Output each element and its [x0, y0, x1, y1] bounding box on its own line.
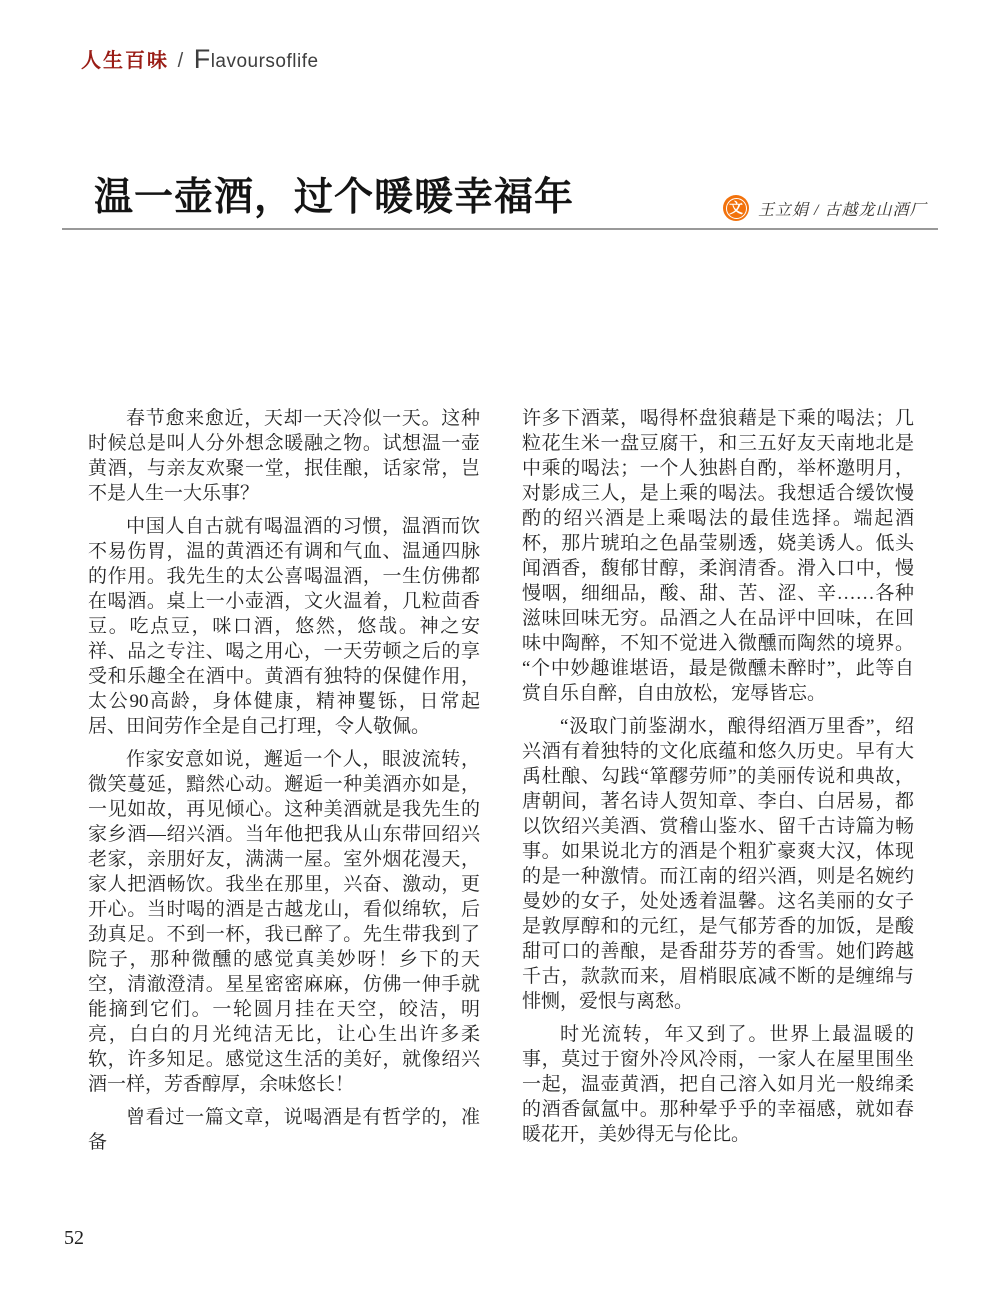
article-title: 温一壶酒，过个暖暖幸福年 [94, 176, 575, 219]
article-body [88, 406, 914, 1163]
paragraph: 时光流转，年又到了。世界上最温暖的事，莫过于窗外冷风冷雨，一家人在屋里围坐一起，温壶黄酒，把自己溶入如月光一般绵柔的酒香氤氲中。那种晕乎乎的幸福感，就如春暖花开，美妙得无与伦比。 [522, 1024, 914, 1145]
byline-text: 王立娟 / 古越龙山酒厂 [758, 201, 927, 219]
section-label-english [193, 44, 319, 74]
section-label-english-initial: F [193, 44, 211, 74]
column-right [522, 406, 914, 1163]
paragraph: 中国人自古就有喝温酒的习惯，温酒而饮不易伤胃，温的黄酒还有调和气血、温通四脉的作用。我先生的太公喜喝温酒，一生仿佛都在喝酒。桌上一小壶酒，文火温着，几粒茴香豆。吃点豆，咪口酒，悠然，悠哉。神之安祥、品之专注、喝之用心，一天劳顿之后的享受和乐趣全在酒中。黄酒有独特的保健作用，太公90高龄，身体健康，精神矍铄，日常起居、田间劳作全是自己打理，令人敬佩。 [88, 516, 480, 737]
paragraph: 曾看过一篇文章，说喝酒是有哲学的，准备 [88, 1107, 480, 1153]
paragraph-continuation: 许多下酒菜，喝得杯盘狼藉是下乘的喝法；几粒花生米一盘豆腐干，和三五好友天南地北是中乘的喝法；一个人独斟自酌，举杯邀明月，对影成三人，是上乘的喝法。我想适合缓饮慢酌的绍兴酒是上乘喝法的最佳选择。端起酒杯，那片琥珀之色晶莹剔透，娆美诱人。低头闻酒香，馥郁甘醇，柔润清香。滑入口中，慢慢咽，细细品，酸、甜、苦、涩、辛……各种滋味回味无穷。品酒之人在品评中回味，在回味中陶醉，不知不觉进入微醺而陶然的境界。“个中妙趣谁堪语，最是微醺未醉时”，此等自赏自乐自醉，自由放松，宠辱皆忘。 [522, 408, 914, 704]
byline [723, 195, 926, 221]
section-label [81, 44, 319, 75]
paragraph: 春节愈来愈近，天却一天冷似一天。这种时候总是叫人分外想念暖融之物。试想温一壶黄酒，与亲友欢聚一堂，抿佳酿，话家常，岂不是人生一大乐事？ [88, 408, 480, 504]
page-number: 52 [64, 1227, 84, 1249]
author-badge-icon: 文 [723, 195, 749, 221]
section-label-english-rest: lavoursoflife [210, 51, 319, 72]
paragraph: 作家安意如说，邂逅一个人，眼波流转，微笑蔓延，黯然心动。邂逅一种美酒亦如是，一见如故，再见倾心。这种美酒就是我先生的家乡酒—绍兴酒。当年他把我从山东带回绍兴老家，亲朋好友，满满一屋。室外烟花漫天，家人把酒畅饮。我坐在那里，兴奋、激动，更开心。当时喝的酒是古越龙山，看似绵软，后劲真足。不到一杯，我已醉了。先生带我到了院子，那种微醺的感觉真美妙呀！乡下的天空，清澈澄清。星星密密麻麻，仿佛一伸手就能摘到它们。一轮圆月挂在天空，皎洁，明亮，白白的月光纯洁无比，让心生出许多柔软，许多知足。感觉这生活的美好，就像绍兴酒一样，芳香醇厚，余味悠长！ [88, 749, 480, 1095]
paragraph: “汲取门前鉴湖水，酿得绍酒万里香”，绍兴酒有着独特的文化底蕴和悠久历史。早有大禹杜酿、勾践“箪醪劳师”的美丽传说和典故，唐朝间，著名诗人贺知章、李白、白居易，都以饮绍兴美酒、赏稽山鉴水、留千古诗篇为畅事。如果说北方的酒是个粗犷豪爽大汉，体现的是一种激情。而江南的绍兴酒，则是名婉约曼妙的女子，处处透着温馨。这名美丽的女子是敦厚醇和的元红，是气郁芳香的加饭，是酸甜可口的善酿，是香甜芬芳的香雪。她们跨越千古，款款而来，眉梢眼底减不断的是缠绵与悱恻，爱恨与离愁。 [522, 716, 914, 1012]
column-left [88, 406, 480, 1163]
title-divider [62, 228, 938, 230]
section-label-chinese: 人生百味 [81, 50, 169, 72]
slash-separator: / [177, 50, 184, 72]
